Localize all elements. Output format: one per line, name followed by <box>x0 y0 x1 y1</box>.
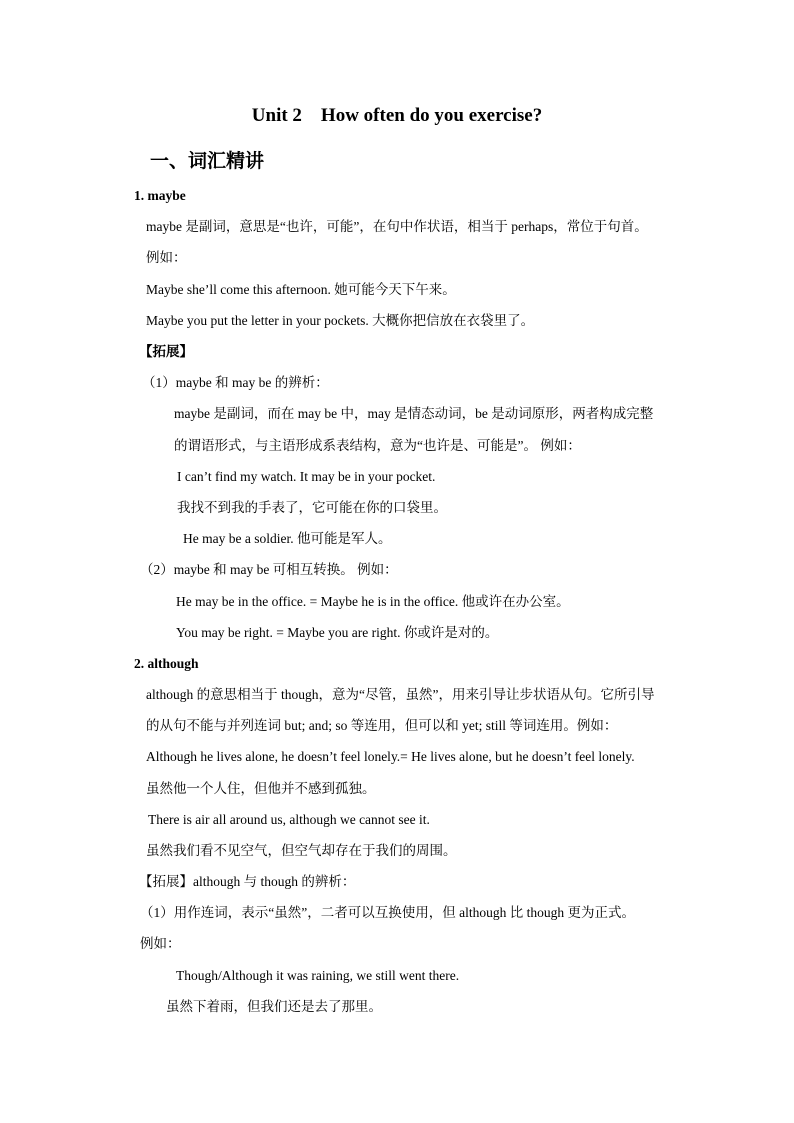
example-sentence: Maybe she’ll come this afternoon. 她可能今天下午来。 <box>146 282 456 297</box>
subpoint-heading: （1）用作连词，表示“虽然”，二者可以互换使用，但 although 比 though 更为正式。 <box>140 905 635 920</box>
text-line: 的谓语形式，与主语形成系表结构，意为“也许是、可能是”。 例如： <box>174 438 581 453</box>
example-sentence: You may be right. = Maybe you are right. 你或许是对的。 <box>176 625 499 640</box>
subpoint-heading: （2）maybe 和 may be 可相互转换。 例如： <box>140 562 398 577</box>
example-translation: 虽然下着雨，但我们还是去了那里。 <box>166 999 382 1014</box>
example-sentence: There is air all around us, although we cannot see it. <box>148 812 430 827</box>
extension-tag: 【拓展】 <box>139 344 193 359</box>
example-sentence: He may be a soldier. 他可能是军人。 <box>183 531 392 546</box>
subpoint-heading: （1）maybe 和 may be 的辨析： <box>142 375 329 390</box>
example-sentence: I can’t find my watch. It may be in your pocket. <box>177 469 436 484</box>
example-translation: 虽然他一个人住，但他并不感到孤独。 <box>146 781 376 796</box>
example-sentence: Maybe you put the letter in your pockets. 大概你把信放在衣袋里了。 <box>146 313 535 328</box>
example-translation: 我找不到我的手表了，它可能在你的口袋里。 <box>177 500 447 515</box>
section-heading-vocabulary: 一、词汇精讲 <box>150 150 265 172</box>
example-translation: 虽然我们看不见空气，但空气却存在于我们的周围。 <box>146 843 457 858</box>
unit-title: Unit 2 How often do you exercise? <box>251 105 543 126</box>
text-line: maybe 是副词，而在 may be 中，may 是情态动词，be 是动词原形，两者构成完整 <box>174 406 654 421</box>
text-line: 例如： <box>146 250 187 265</box>
item-heading-although: 2. although <box>134 656 199 671</box>
example-sentence: Though/Although it was raining, we still went there. <box>176 968 460 983</box>
text-line: 的从句不能与并列连词 but; and; so 等连用，但可以和 yet; still 等词连用。例如： <box>146 718 618 733</box>
item-heading-maybe: 1. maybe <box>134 188 186 203</box>
extension-comparison-heading: 【拓展】although 与 though 的辨析： <box>139 874 356 889</box>
example-sentence: He may be in the office. = Maybe he is in the office. 他或许在办公室。 <box>176 594 570 609</box>
example-sentence: Although he lives alone, he doesn’t feel lonely.= He lives alone, but he doesn’t feel lonely. <box>146 749 635 764</box>
text-line: although 的意思相当于 though，意为“尽管，虽然”，用来引导让步状语从句。它所引导 <box>146 687 655 702</box>
text-line: maybe 是副词，意思是“也许，可能”，在句中作状语，相当于 perhaps，常位于句首。 <box>146 219 648 234</box>
text-line: 例如： <box>140 936 181 951</box>
